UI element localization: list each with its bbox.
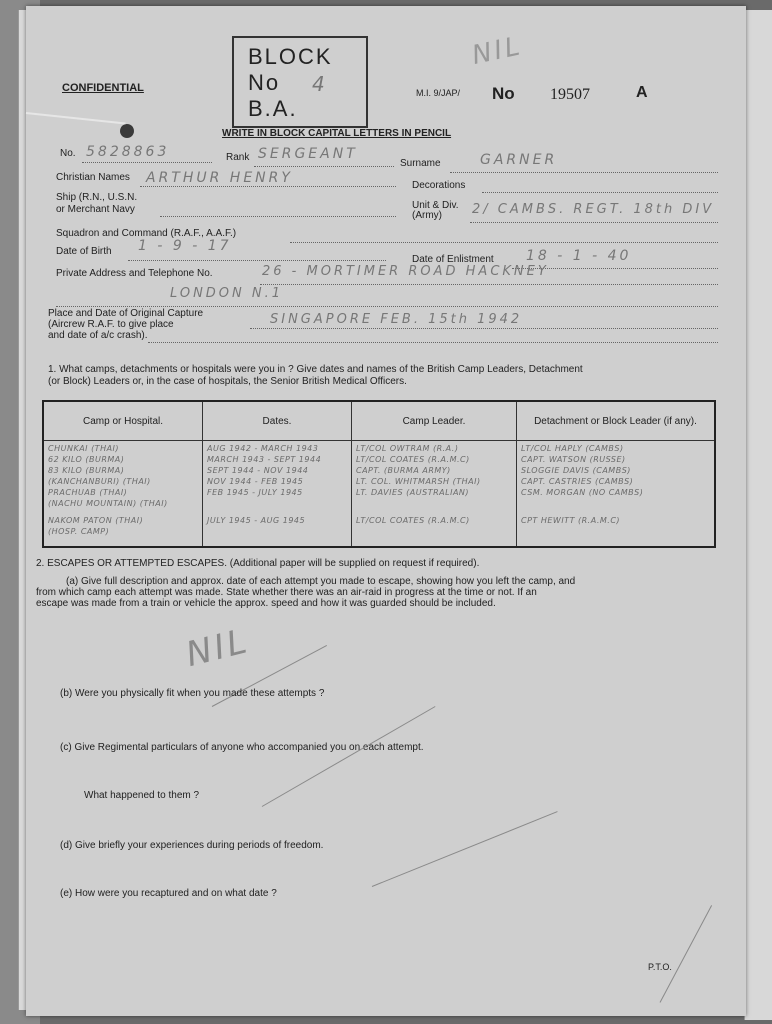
unit-value: 2/ CAMBS. REGT. 18th DIV [472, 202, 715, 217]
camp-dates: MARCH 1943 - SEPT 1944 [207, 455, 322, 464]
capture-value: SINGAPORE FEB. 15th 1942 [270, 312, 523, 327]
christian-names-label: Christian Names [56, 172, 130, 183]
camp-name: NAKOM PATON (THAI) [48, 516, 144, 525]
camp-leader: LT/COL COATES (R.A.M.C) [356, 455, 470, 464]
detachment-leader: SLOGGIE DAVIS (CAMBS) [521, 466, 631, 475]
pencil-mark [660, 905, 713, 1003]
camp-cell [43, 441, 203, 548]
camp-dates: NOV 1944 - FEB 1945 [207, 477, 304, 486]
capture-label-3: and date of a/c crash). [48, 330, 148, 341]
rank-label: Rank [226, 152, 250, 163]
squadron-label: Squadron and Command (R.A.F., A.A.F.) [56, 228, 237, 239]
col-detachment-leader: Detachment or Block Leader (if any). [517, 401, 716, 441]
surname-label: Surname [400, 158, 441, 169]
block-number-box [232, 36, 368, 128]
form-page [26, 6, 746, 1016]
camp-leader-cell [352, 441, 517, 548]
q1-text-line-2: (or Block) Leaders or, in the case of hospitals, the Senior British Medical Officers. [48, 376, 407, 387]
q1-text-line-1: 1. What camps, detachments or hospitals were you in ? Give dates and names of the British Camp Leaders, Detachment [48, 364, 583, 375]
form-number: 19507 [550, 86, 590, 103]
ship-label-2: or Merchant Navy [56, 204, 135, 215]
camp-leader: LT/COL COATES (R.A.M.C) [356, 516, 470, 525]
camp-dates: SEPT 1944 - NOV 1944 [207, 466, 309, 475]
camp-leader: LT/COL OWTRAM (R.A.) [356, 444, 459, 453]
form-suffix: A [636, 84, 648, 101]
detachment-leader: CAPT. CASTRIES (CAMBS) [521, 477, 634, 486]
camps-table [42, 400, 716, 548]
address-line-1: 26 - MORTIMER ROAD HACKNEY [262, 264, 549, 279]
pencil-strike [372, 811, 558, 887]
nil-top-annotation: NIL [469, 31, 526, 71]
pto-label: P.T.O. [648, 962, 672, 972]
rank-value: SERGEANT [258, 146, 358, 162]
block-line-2: No [248, 70, 281, 95]
dob-value: 1 - 9 - 17 [138, 238, 232, 254]
detachment-leader-cell [517, 441, 716, 548]
camp-dates: JULY 1945 - AUG 1945 [207, 516, 306, 525]
col-camp: Camp or Hospital. [43, 401, 203, 441]
camp-leader: LT. COL. WHITMARSH (THAI) [356, 477, 481, 486]
col-camp-leader: Camp Leader. [352, 401, 517, 441]
string-tie [26, 112, 126, 124]
q2a-line-2: from which camp each attempt was made. State whether there was an air-raid in progress at the time or not. If an [36, 587, 537, 598]
dates-cell [203, 441, 352, 548]
q2e-text: (e) How were you recaptured and on what date ? [60, 888, 277, 899]
number-label: No [492, 84, 515, 103]
camp-leader: LT. DAVIES (AUSTRALIAN) [356, 488, 470, 497]
punch-hole [120, 124, 134, 138]
ref-label: M.I. 9/JAP/ [416, 88, 461, 98]
camp-name: (HOSP. CAMP) [48, 527, 110, 536]
unit-label-2: (Army) [412, 210, 442, 221]
no-label: No. [60, 148, 76, 159]
confidential-label: CONFIDENTIAL [62, 82, 144, 94]
q2c-sub-text: What happened to them ? [84, 790, 200, 801]
camp-name: (KANCHANBURI) (THAI) [48, 477, 151, 486]
block-line-3: B.A. [248, 96, 298, 121]
no-value: 5828863 [86, 144, 170, 160]
q2-heading: 2. ESCAPES OR ATTEMPTED ESCAPES. (Additional paper will be supplied on request if required). [36, 558, 480, 569]
detachment-leader: CSM. MORGAN (NO CAMBS) [521, 488, 644, 497]
camp-dates: FEB 1945 - JULY 1945 [207, 488, 303, 497]
block-handwritten-number: 4 [312, 72, 328, 96]
capture-label-1: Place and Date of Original Capture [48, 308, 204, 319]
block-line-1: BLOCK [248, 44, 333, 69]
christian-names-value: ARTHUR HENRY [146, 170, 293, 186]
enlistment-label: Date of Enlistment [412, 254, 494, 265]
camp-name: 83 KILO (BURMA) [48, 466, 125, 475]
dob-label: Date of Birth [56, 246, 112, 257]
enlistment-value: 18 - 1 - 40 [526, 248, 632, 264]
nil-escape-annotation: NIL [182, 620, 254, 676]
capture-label-2: (Aircrew R.A.F. to give place [48, 319, 174, 330]
q2a-line-3: escape was made from a train or vehicle the approx. speed and how it was guarded should be included. [36, 598, 496, 609]
address-label: Private Address and Telephone No. [56, 268, 213, 279]
camp-name: (NACHU MOUNTAIN) (THAI) [48, 499, 168, 508]
camp-name: CHUNKAI (THAI) [48, 444, 120, 453]
pencil-strike [262, 706, 436, 807]
unit-label-1: Unit & Div. [412, 200, 459, 211]
surname-value: GARNER [480, 152, 558, 168]
col-dates: Dates. [203, 401, 352, 441]
camp-name: PRACHUAB (THAI) [48, 488, 128, 497]
address-line-2: LONDON N.1 [170, 286, 284, 301]
q2b-text: (b) Were you physically fit when you made these attempts ? [60, 688, 325, 699]
camp-dates: AUG 1942 - MARCH 1943 [207, 444, 319, 453]
camp-name: 62 KILO (BURMA) [48, 455, 125, 464]
underlying-sheet [744, 10, 772, 1020]
instruction-heading: WRITE IN BLOCK CAPITAL LETTERS IN PENCIL [222, 128, 452, 139]
detachment-leader: LT/COL HAPLY (CAMBS) [521, 444, 624, 453]
camp-leader: CAPT. (BURMA ARMY) [356, 466, 451, 475]
detachment-leader: CPT HEWITT (R.A.M.C) [521, 516, 621, 525]
q2c-text: (c) Give Regimental particulars of anyone who accompanied you on each attempt. [60, 742, 424, 753]
ship-label-1: Ship (R.N., U.S.N. [56, 192, 138, 203]
detachment-leader: CAPT. WATSON (RUSSE) [521, 455, 626, 464]
q2a-line-1: (a) Give full description and approx. date of each attempt you made to escape, showing how you left the camp, and [66, 576, 576, 587]
decorations-label: Decorations [412, 180, 466, 191]
q2d-text: (d) Give briefly your experiences during periods of freedom. [60, 840, 324, 851]
